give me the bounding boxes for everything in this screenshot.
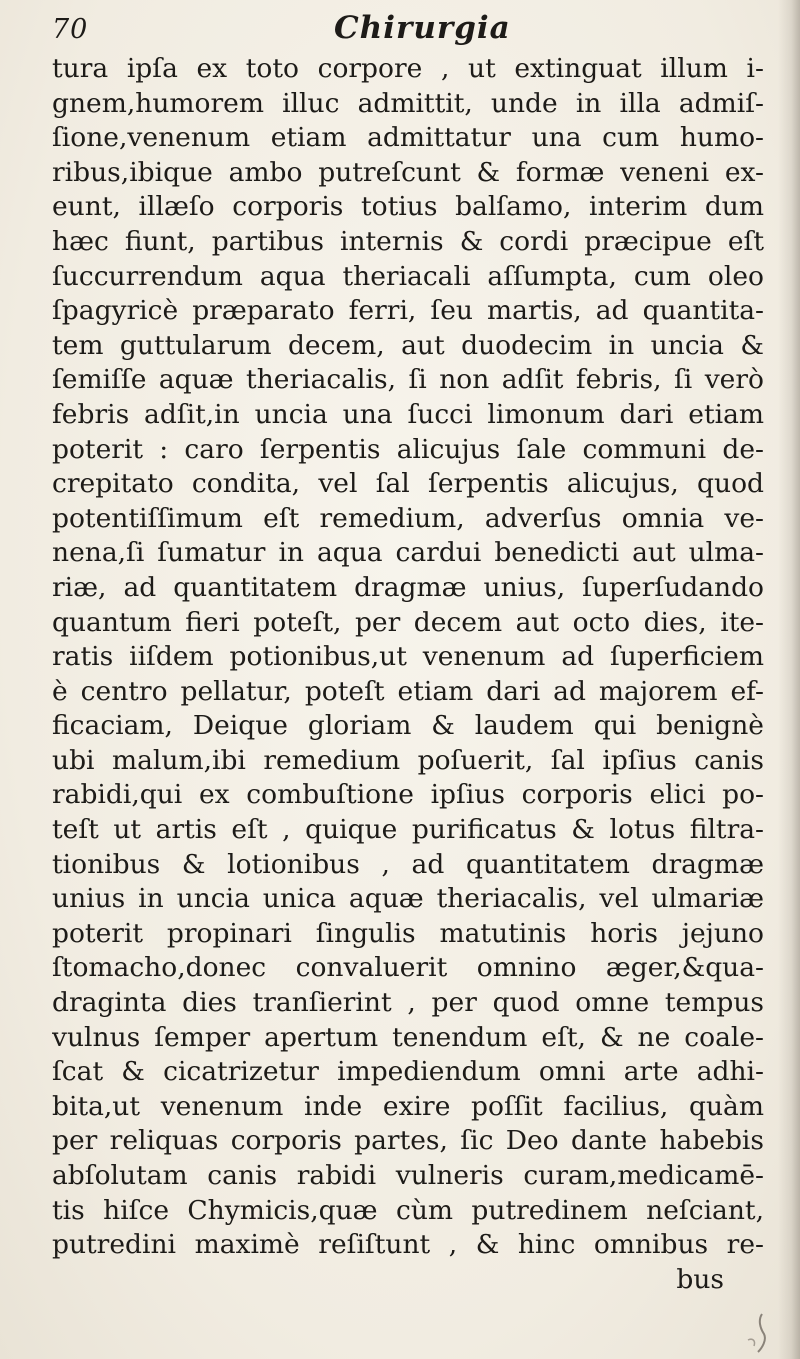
running-head: Chirurgia bbox=[334, 10, 511, 46]
text-line: ficaciam, Deique gloriam & laudem qui benignè bbox=[52, 710, 764, 742]
text-line: bita,ut venenum inde exire poſſit facilius, quàm bbox=[52, 1090, 764, 1122]
text-line: unius in uncia unica aquæ theriacalis, vel ulmariæ bbox=[52, 883, 764, 915]
text-line: crepitato condita, vel ſal ſerpentis alicujus, quod bbox=[52, 468, 764, 500]
text-line: poterit propinari ſingulis matutinis horis jejuno bbox=[52, 917, 764, 949]
text-line: quantum fieri poteſt, per decem aut octo dies, ite- bbox=[52, 606, 764, 638]
text-line: teſt ut artis eſt , quique purificatus & lotus filtra- bbox=[52, 814, 764, 846]
text-line: tem guttularum decem, aut duodecim in uncia & bbox=[52, 329, 764, 361]
page-number: 70 bbox=[52, 14, 89, 45]
text-line: ſcat & cicatrizetur impediendum omni arte adhi- bbox=[52, 1056, 764, 1088]
text-line: abſolutam canis rabidi vulneris curam,medicamē- bbox=[52, 1160, 764, 1191]
text-line: è centro pellatur, poteſt etiam dari ad majorem ef- bbox=[52, 675, 764, 707]
text-line: draginta dies tranſierint , per quod omne tempus bbox=[52, 987, 764, 1019]
text-line: tionibus & lotionibus , ad quantitatem dragmæ bbox=[52, 848, 764, 880]
text-line: ſuccurrendum aqua theriacali aſſumpta, cum oleo bbox=[52, 260, 764, 292]
page-edge-shadow bbox=[778, 0, 800, 1359]
text-line: riæ, ad quantitatem dragmæ unius, ſuperſudando bbox=[52, 571, 764, 603]
text-line: nena,ſi ſumatur in aqua cardui benedicti aut ulma- bbox=[52, 537, 764, 569]
text-line: putredini maximè reſiſtunt , & hinc omnibus re- bbox=[52, 1229, 764, 1261]
text-line: ſemiſſe aquæ theriacalis, ſi non adſit febris, ſi verò bbox=[52, 364, 764, 396]
text-line: per reliquas corporis partes, ſic Deo dante habebis bbox=[52, 1125, 764, 1157]
body-text bbox=[52, 52, 764, 1297]
page-header bbox=[52, 10, 752, 50]
text-line: vulnus ſemper apertum tenendum eſt, & ne coale- bbox=[52, 1021, 764, 1053]
text-line: ribus,ibique ambo putreſcunt & formæ veneni ex- bbox=[52, 156, 764, 188]
text-line: hæc fiunt, partibus internis & cordi præcipue eſt bbox=[52, 225, 764, 257]
text-line: ſtomacho,donec convaluerit omnino æger,&qua- bbox=[52, 952, 764, 984]
text-line: ubi malum,ibi remedium poſuerit, ſal ipſius canis bbox=[52, 744, 764, 776]
text-line: poterit : caro ſerpentis alicujus ſale communi de- bbox=[52, 433, 764, 465]
text-line: febris adſit,in uncia una ſucci limonum dari etiam bbox=[52, 398, 764, 430]
text-line: bus bbox=[676, 1263, 724, 1295]
text-line: eunt, illæſo corporis totius balſamo, interim dum bbox=[52, 191, 764, 223]
text-line: tis hiſce Chymicis,quæ cùm putredinem neſciant, bbox=[52, 1194, 764, 1226]
text-line: ſione,venenum etiam admittatur una cum humo- bbox=[52, 122, 764, 154]
text-line: ratis iiſdem potionibus,ut venenum ad ſuperficiem bbox=[52, 641, 764, 673]
text-line: potentiſſimum eſt remedium, adverſus omnia ve- bbox=[52, 502, 764, 534]
text-line: gnem,humorem illuc admittit, unde in illa admiſ- bbox=[52, 87, 764, 119]
ink-smudge-mark bbox=[740, 1310, 780, 1354]
text-line: rabidi,qui ex combuſtione ipſius corporis elici po- bbox=[52, 779, 764, 811]
text-line: ſpagyricè præparato ferri, ſeu martis, ad quantita- bbox=[52, 295, 764, 327]
text-line: tura ipſa ex toto corpore , ut extinguat illum i- bbox=[52, 53, 764, 84]
